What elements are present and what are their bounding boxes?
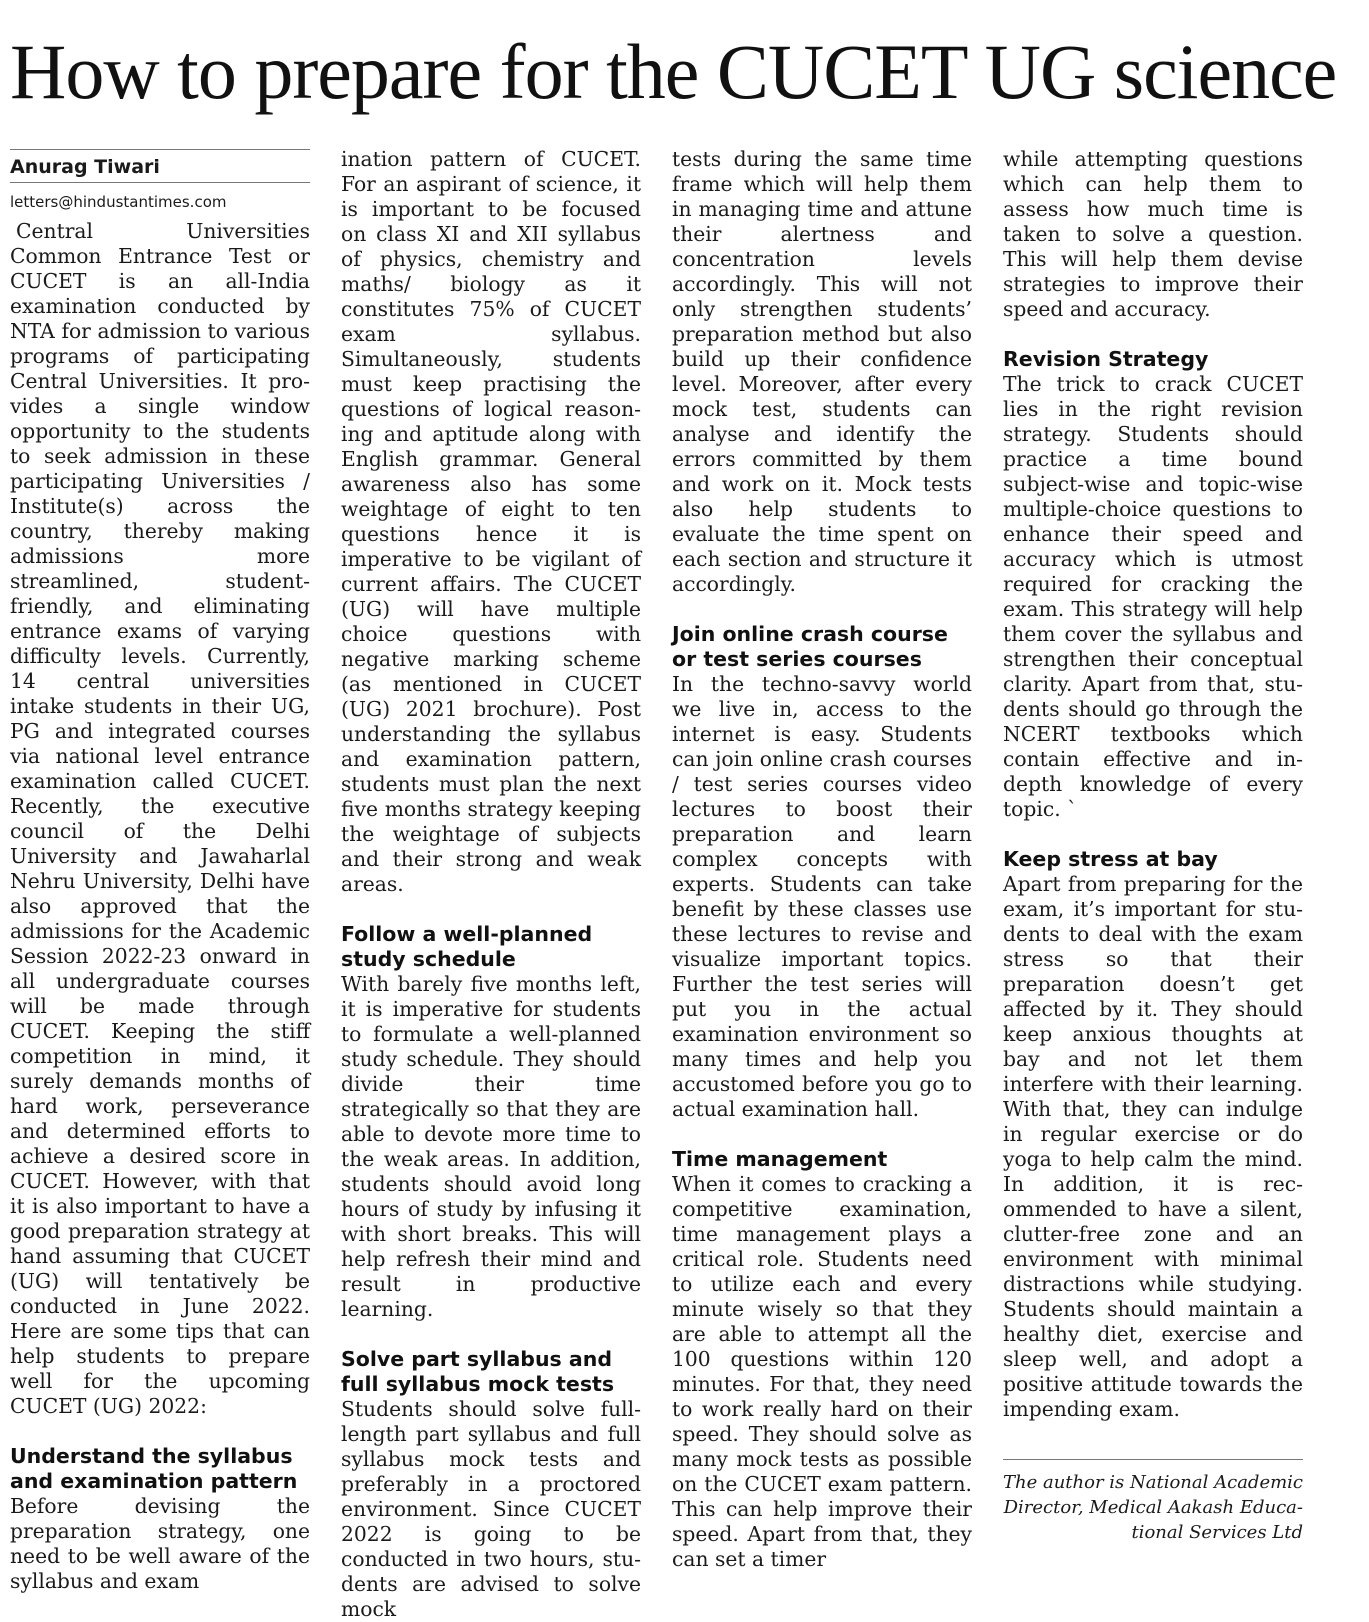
paragraph-syllabus-part2: ination pattern of CUCET. For an aspirant of science, it is important to be focused on class XI and XII syllabus of physics, chemistry and maths/ biology as it constitutes 75% of CUCET exam syllabus. Simultaneously, students must keep practising the questions of logical reasoning and aptitude along with English grammar. General awareness also has some weightage of eight to ten questions hence it is imperative to be vigilant of current affairs. The CUCET (UG) will have multiple choice questions with negative marking scheme (as mentioned in CUCET (UG) 2021 brochure). Post understanding the syllabus and examination pattern, students must plan the next five months strategy keeping the weightage of subjects and their strong and weak areas. [341, 147, 641, 896]
paragraph-stress: Apart from preparing for the exam, it’s important for students to deal with the exam stress so that their preparation doesn’t get affected by it. They should keep anxious thoughts at bay and not let them interfere with their learning. With that, they can indulge in regular exercise or do yoga to help calm the mind. In addition, it is recommended to have a silent, clutter-free zone and an environment with minimal distractions while studying. Students should maintain a healthy diet, exercise and sleep well, and adopt a positive attitude towards the impending exam. [1003, 872, 1303, 1421]
section-heading-schedule: Follow a well-planned study schedule [341, 922, 593, 971]
author-credit-box [1003, 1459, 1303, 1545]
column-3 [672, 147, 972, 1571]
byline [10, 149, 310, 183]
paragraph-syllabus-part1: Before devising the preparation strategy, one need to be well aware of the syllabus and exam [10, 1494, 310, 1593]
paragraph-crash-course: In the techno-savvy world we live in, access to the internet is easy. Students can join online crash courses / test series courses video lectures to boost their preparation and learn complex concepts with experts. Students can take benefit by these classes use these lectures to revise and visualize important topics. Further the test series will put you in the actual examination environment so many times and help you accustomed before you go to actual examination hall. [672, 672, 972, 1121]
paragraph-revision: The trick to crack CUCET lies in the right revision strategy. Students should practice a time bound subject-wise and topic-wise multiple-choice questions to enhance their speed and accuracy which is utmost required for cracking the exam. This strategy will help them cover the syllabus and strengthen their conceptual clarity. Apart from that, students should go through the NCERT textbooks which contain effective and in-depth knowledge of every topic. ` [1003, 372, 1303, 821]
section-heading-mock-tests: Solve part syllabus and full syllabus mock tests [341, 1347, 615, 1396]
author-credit: The author is National Academic Director, Medical Aakash Educational Services Ltd [1003, 1472, 1304, 1543]
column-2 [341, 147, 641, 1621]
column-1 [10, 147, 310, 1593]
author-name: Anurag Tiwari [10, 156, 160, 178]
paragraph-time-management-part1: When it comes to cracking a competitive examination, time management plays a critical role. Students need to utilize each and every minute wisely so that they are able to attempt all the 100 questions within 120 minutes. For that, they need to work really hard on their speed. They should solve as many mock tests as possible on the CUCET exam pattern. This can help improve their speed. Apart from that, they can set a timer [672, 1172, 972, 1571]
headline: How to prepare for the CUCET UG science [10, 28, 1337, 115]
section-heading-stress: Keep stress at bay [1003, 847, 1218, 871]
intro-paragraph: Central Universities Common Entrance Test or CUCET is an all-India examination conducted by NTA for admission to various programs of participating Central Universities. It provides a single window opportunity to the students to seek admission in these participating Universities / Institute(s) across the country, thereby making admissions more streamlined, student-friendly, and eliminating entrance exams of varying difficulty levels. Currently, 14 central universities intake students in their UG, PG and integrated courses via national level entrance examination called CUCET. Recently, the executive council of the Delhi University and Jawaharlal Nehru University, Delhi have also approved that the admissions for the Academic Session 2022-23 onward in all undergraduate courses will be made through CUCET. Keeping the stiff competition in mind, it surely demands months of hard work, perseverance and determined efforts to achieve a desired score in CUCET. However, with that it is also important to have a good preparation strategy at hand assuming that CUCET (UG) will tentatively be conducted in June 2022. Here are some tips that can help students to prepare well for the upcoming CUCET (UG) 2022: [10, 219, 310, 1418]
section-heading-syllabus: Understand the syllabus and examination pattern [10, 1444, 298, 1493]
section-heading-time-management: Time management [672, 1147, 888, 1171]
paragraph-mock-tests-part2: tests during the same time frame which will help them in managing time and attune their alertness and concentration levels accordingly. This will not only strengthen students’ preparation method but also build up their confidence level. Moreover, after every mock test, students can analyse and identify the errors committed by them and work on it. Mock tests also help students to evaluate the time spent on each section and structure it accordingly. [672, 147, 972, 596]
author-email: letters@hindustantimes.com [10, 193, 227, 211]
paragraph-schedule: With barely five months left, it is imperative for students to formulate a well-planned study schedule. They should divide their time strategically so that they are able to devote more time to the weak areas. In addition, students should avoid long hours of study by infusing it with short breaks. This will help refresh their mind and result in productive learning. [341, 972, 641, 1321]
section-heading-revision: Revision Strategy [1003, 347, 1209, 371]
column-4 [1003, 147, 1304, 1543]
paragraph-time-management-part2: while attempting questions which can help them to assess how much time is taken to solve a question. This will help them devise strategies to improve their speed and accuracy. [1003, 147, 1303, 321]
paragraph-mock-tests-part1: Students should solve full-length part syllabus and full syllabus mock tests and preferably in a proctored environment. Since CUCET 2022 is going to be conducted in two hours, students are advised to solve mock [341, 1397, 641, 1621]
section-heading-crash-course: Join online crash course or test series courses [672, 622, 948, 671]
